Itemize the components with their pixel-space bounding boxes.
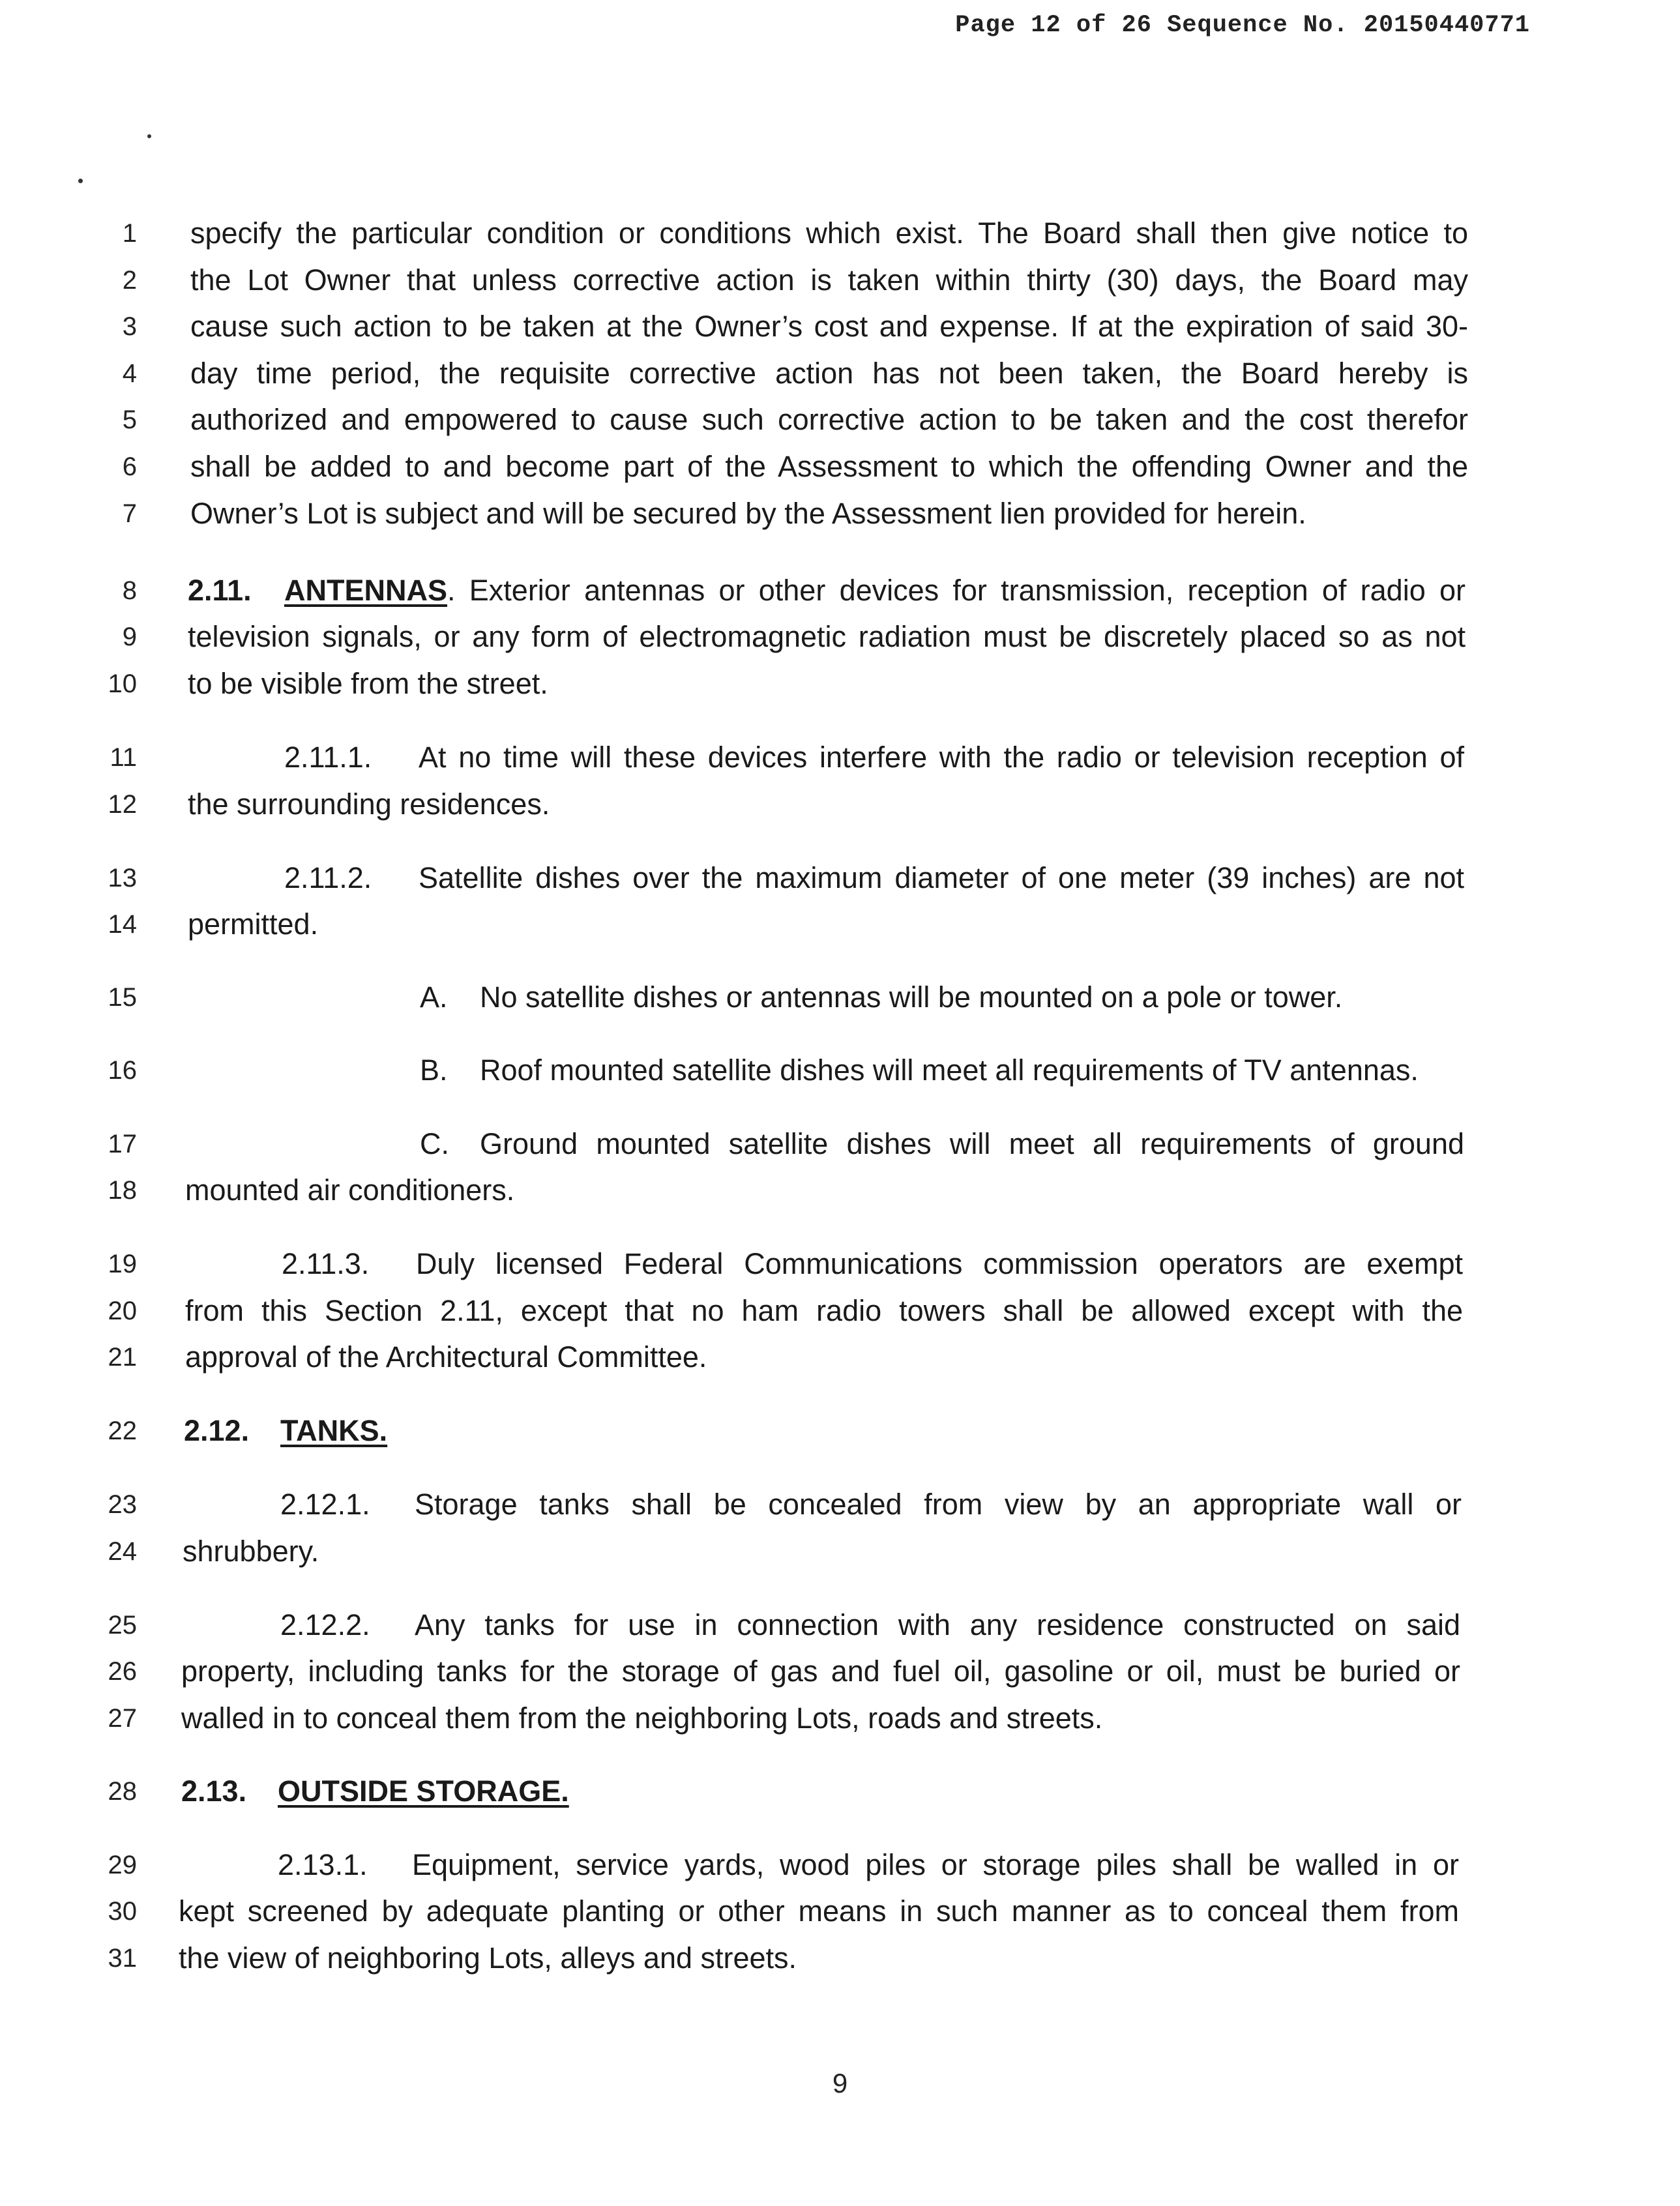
section-2-11-line — [188, 575, 1466, 606]
subsection-text: Storage tanks shall be concealed from view by an appropriate wall or — [415, 1488, 1462, 1521]
line-number: 15 — [108, 983, 137, 1012]
line-number: 7 — [122, 499, 137, 528]
subsection-number: 2.12.1. — [280, 1488, 370, 1521]
body-line: from this Section 2.11, except that no ham radio towers shall be allowed except with the — [185, 1294, 1463, 1327]
body-line: property, including tanks for the storage of gas and fuel oil, gasoline or oil, must be buried or — [181, 1654, 1460, 1688]
subsection-number: 2.12.2. — [280, 1608, 370, 1641]
subsection-text: Any tanks for use in connection with any residence constructed on said — [415, 1608, 1460, 1641]
body-line: permitted. — [188, 907, 319, 941]
body-line: walled in to conceal them from the neighboring Lots, roads and streets. — [181, 1701, 1103, 1735]
line-number: 16 — [108, 1056, 137, 1085]
subsection-number: 2.11.1. — [284, 741, 372, 774]
line-number: 22 — [108, 1417, 137, 1445]
section-2-12-line — [184, 1415, 387, 1447]
body-line: cause such action to be taken at the Owner’s cost and expense. If at the expiration of said 30- — [190, 310, 1468, 343]
subsection-line — [284, 742, 1464, 773]
line-number: 3 — [122, 312, 137, 341]
body-line: specify the particular condition or conditions which exist. The Board shall then give notice to — [190, 216, 1468, 250]
line-number: 25 — [108, 1611, 137, 1640]
body-line: approval of the Architectural Committee. — [185, 1340, 707, 1374]
line-number: 20 — [108, 1297, 137, 1325]
list-text: Roof mounted satellite dishes will meet all requirements of TV antennas. — [480, 1053, 1419, 1087]
subsection-line — [282, 1248, 1463, 1280]
subsection-text: Equipment, service yards, wood piles or storage piles shall be walled in or — [412, 1848, 1459, 1881]
line-number: 27 — [108, 1704, 137, 1733]
scan-speck — [147, 134, 151, 138]
body-line: television signals, or any form of electromagnetic radiation must be discretely placed so as not — [188, 620, 1466, 653]
list-text: Ground mounted satellite dishes will meet all requirements of ground — [480, 1127, 1464, 1160]
section-heading: OUTSIDE STORAGE. — [278, 1774, 569, 1808]
list-marker: B. — [420, 1053, 448, 1087]
scan-speck — [78, 179, 83, 183]
line-number: 12 — [108, 790, 137, 819]
line-number: 11 — [110, 743, 137, 772]
list-marker: C. — [420, 1127, 449, 1160]
line-number: 31 — [108, 1944, 137, 1973]
list-item — [420, 982, 1342, 1013]
list-item — [420, 1055, 1419, 1086]
body-line: authorized and empowered to cause such corrective action to be taken and the cost therefor — [190, 403, 1468, 436]
line-number: 1 — [122, 219, 137, 248]
line-number: 26 — [108, 1657, 137, 1686]
subsection-line — [284, 862, 1464, 894]
line-number: 19 — [108, 1250, 137, 1278]
subsection-line — [278, 1849, 1459, 1881]
line-number: 5 — [122, 405, 137, 434]
subsection-text: Duly licensed Federal Communications commission operators are exempt — [416, 1247, 1463, 1280]
section-heading: TANKS. — [280, 1414, 388, 1447]
subsection-number: 2.13.1. — [278, 1848, 368, 1881]
line-number: 6 — [122, 452, 137, 481]
body-line: Owner’s Lot is subject and will be secured by the Assessment lien provided for herein. — [190, 497, 1306, 530]
line-number: 10 — [108, 669, 137, 698]
line-number: 30 — [108, 1897, 137, 1926]
page-number: 9 — [832, 2068, 848, 2098]
body-line: the Lot Owner that unless corrective action is taken within thirty (30) days, the Board may — [190, 263, 1468, 297]
line-number: 28 — [108, 1777, 137, 1806]
line-number: 24 — [108, 1537, 137, 1566]
body-line: to be visible from the street. — [188, 667, 548, 700]
section-heading: ANTENNAS — [284, 574, 448, 607]
body-line: shrubbery. — [183, 1535, 319, 1568]
section-number: 2.13. — [181, 1774, 247, 1808]
list-item — [420, 1128, 1464, 1160]
body-line: day time period, the requisite corrective action has not been taken, the Board hereby is — [190, 357, 1468, 390]
line-number: 8 — [122, 576, 137, 605]
line-number: 4 — [122, 359, 137, 388]
line-number: 17 — [108, 1130, 137, 1158]
line-number: 13 — [108, 864, 137, 892]
subsection-line — [280, 1610, 1460, 1641]
body-line: kept screened by adequate planting or other means in such manner as to conceal them from — [179, 1894, 1459, 1928]
list-marker: A. — [420, 980, 448, 1014]
body-line: the surrounding residences. — [188, 787, 550, 821]
section-2-13-line — [181, 1776, 569, 1807]
section-number: 2.11. — [188, 574, 252, 607]
body-line: shall be added to and become part of the Assessment to which the offending Owner and the — [190, 450, 1468, 483]
body-line: mounted air conditioners. — [185, 1173, 515, 1207]
body-line: the view of neighboring Lots, alleys and streets. — [179, 1941, 797, 1975]
line-number: 18 — [108, 1176, 137, 1205]
subsection-number: 2.11.2. — [284, 861, 372, 894]
line-number: 2 — [122, 266, 137, 295]
line-number: 21 — [108, 1343, 137, 1372]
page-header: Page 12 of 26 Sequence No. 20150440771 — [955, 12, 1530, 39]
section-number: 2.12. — [184, 1414, 250, 1447]
section-text: . Exterior antennas or other devices for transmission, reception of radio or — [447, 574, 1466, 607]
subsection-text: At no time will these devices interfere with the radio or television reception of — [419, 741, 1464, 774]
line-number: 14 — [108, 910, 137, 939]
line-number: 9 — [122, 623, 137, 651]
subsection-text: Satellite dishes over the maximum diameter of one meter (39 inches) are not — [419, 861, 1464, 894]
subsection-number: 2.11.3. — [282, 1247, 370, 1280]
line-number: 29 — [108, 1851, 137, 1879]
line-number: 23 — [108, 1490, 137, 1519]
list-text: No satellite dishes or antennas will be mounted on a pole or tower. — [480, 980, 1343, 1014]
subsection-line — [280, 1489, 1462, 1520]
